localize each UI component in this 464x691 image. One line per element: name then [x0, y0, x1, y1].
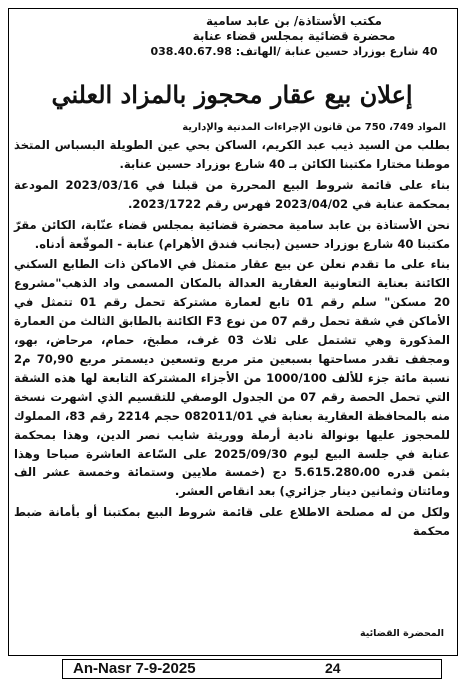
page-number: 24	[325, 660, 341, 676]
office-name: مكتب الأستاذة/ بن عابد سامية	[206, 14, 382, 28]
newspaper-date: An-Nasr 7-9-2025	[73, 660, 196, 677]
paragraph-conditions: بناء على قائمة شروط البيع المحررة من قبلنا في 2023/03/16 المودعة بمحكمة عنابة في 2023/04/02 فهرس رقم 2023/1722.	[14, 177, 451, 211]
paragraph-requester: بطلب من السيد ذيب عبد الكريم، الساكن بحي عين الطويلة البسباس المتخذ موطنا مختارا مكتبنا الكائن بـ 40 شارع بوزراد حسين عنابة.	[14, 138, 450, 171]
paragraph-bailiff: نحن الأستاذة بن عابد سامية محضرة قضائية بمجلس قضاء عنّابة، الكائن مقرّ مكتبنا 40 شارع بوزراد حسين (بجانب فندق الأهرام) عنابة - الموقّعة أدناه.	[14, 217, 450, 251]
office-address: 40 شارع بوزراد حسين عنابة /الهاتف: 038.40.67.98	[150, 45, 438, 58]
signature: المحضرة القضائية	[359, 628, 444, 639]
law-reference: المواد 749، 750 من قانون الإجراءات المدنية والإدارية	[182, 122, 446, 133]
newspaper-footer	[62, 659, 442, 679]
bailiff-header	[144, 14, 444, 59]
paragraph-property: بناء على ما تقدم نعلن عن بيع عقار متمثل في الاماكن ذات الطابع السكني الكائنة بعناية التعاونية العقارية العدالة بالمكان المسمى واد الذهب"مشروع 20 مسكن" سلم رقم 01 تابع لعمارة مشتركة تحمل رقم 01 تتمثل في الأماكن في شقة تحمل رقم 07 من نوع F3 الكائنة بالطابق الثالث من العمارة المذكورة وهي تشتمل على ثلاث 03 غرف، مطبخ، حمام، مرحاض، بهو، ومجفف تقدر مساحتها بسبعين متر مربع وتسعين ديسمتر مربع 70,90 م2 نسبة مائة جزء للألف 1000/100 من الأجزاء المشتركة التابعة لها هذه الشقة التي تحمل الحصة رقم 07 من الجدول الوصفي للتقسيم الذي اشهرت نسخة منه بالمحافظة العقارية بعنابة في 082011/01 حجم 2214 رقم 83، المملوك للمحجوز عليها بونوالة نادية أرملة ووريثة شايب نصر الدين، وهذا بمحكمة عنابة في جلسة البيع ليوم 2025/09/30 على السّاعة العاشرة صباحا وهذا بثمن قدره 5.615.280،00 دج (خمسة ملايين وستمائة وخمسة عشر الف ومائتان وثمانين دينار جزائري) بعد انقاص العشر.	[14, 257, 451, 499]
paragraph-consult: ولكل من له مصلحة الاطلاع على قائمة شروط البيع بمكتبنا أو بأمانة ضبط محكمة	[14, 505, 450, 539]
announcement-body	[14, 136, 450, 541]
announcement-title: إعلان بيع عقار محجوز بالمزاد العلني	[51, 80, 413, 109]
office-role: محضرة قضائية بمجلس قضاء عنابة	[192, 29, 396, 43]
